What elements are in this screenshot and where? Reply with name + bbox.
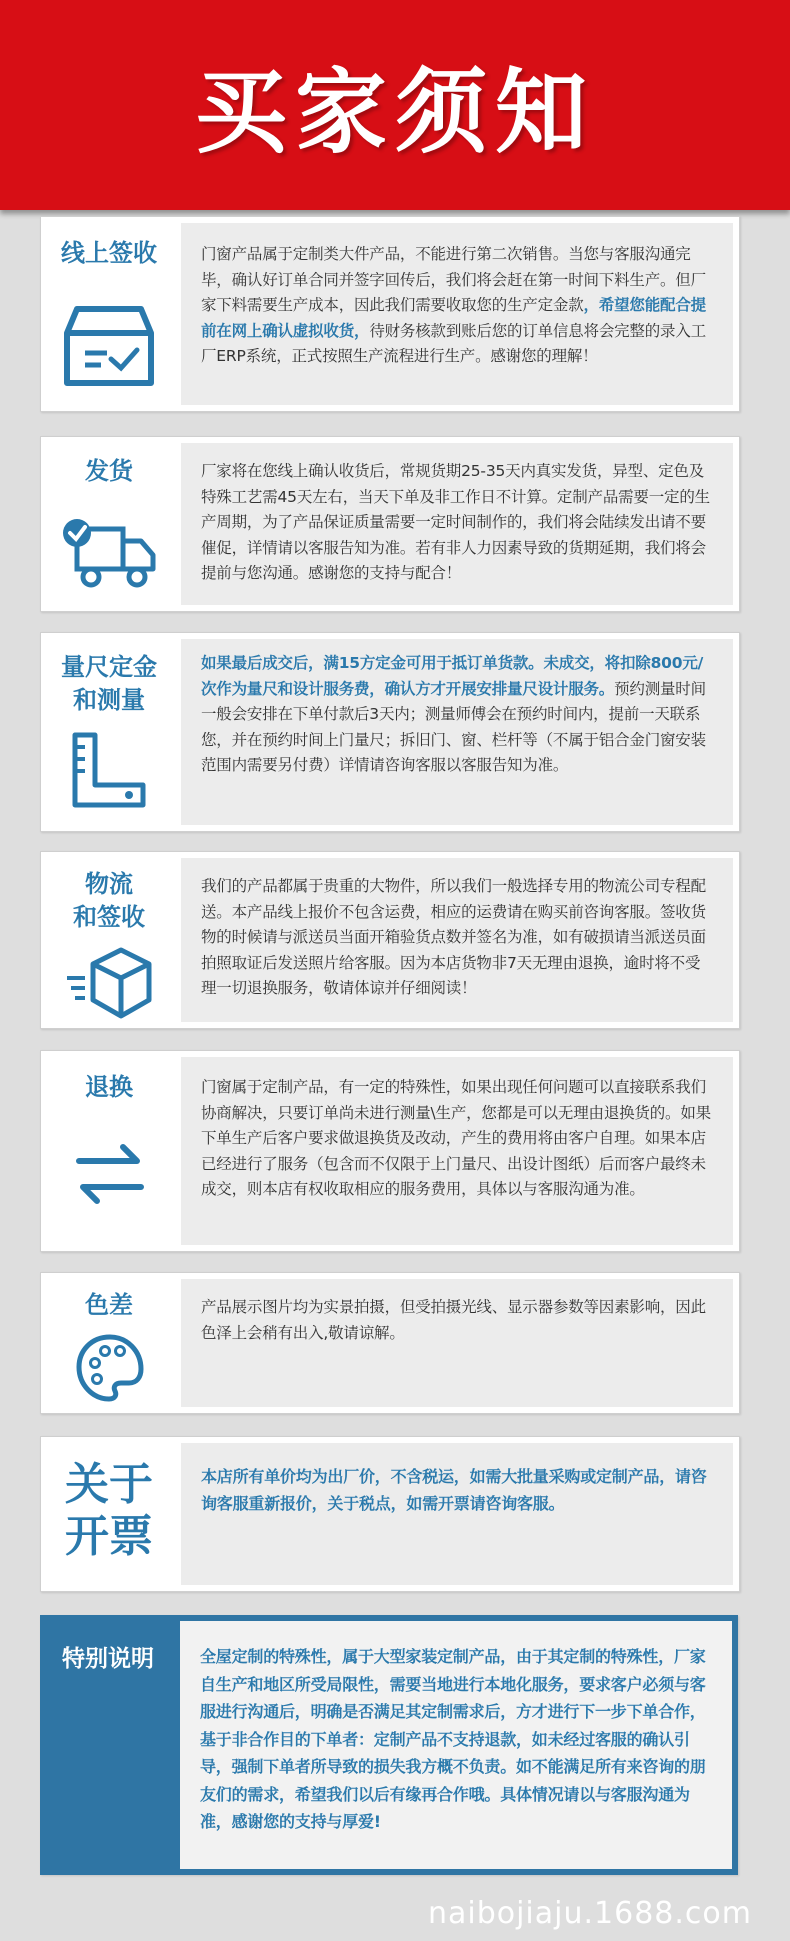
card-paragraph: 门窗产品属于定制类大件产品，不能进行第二次销售。当您与客服沟通完毕，确认好订单合同并签字回传后，我们将会赶在第一时间下料生产。但厂家下料需要生产成本，因此我们需要收取您的生产定金款 <box>201 245 706 314</box>
card-returns <box>40 1050 740 1252</box>
card-paragraph: 本店所有单价均为出厂价，不含税运，如需大批量采购或定制产品，请咨询客服重新报价，关于税点，如需开票请咨询客服。 <box>201 1467 707 1513</box>
card-logistics <box>40 851 740 1029</box>
card-title <box>41 651 177 717</box>
card-paragraph: 门窗属于定制产品，有一定的特殊性，如果出现任何问题可以直接联系我们协商解决，只要订单尚未进行测量\生产，您都是可以无理由退换货的。如果下单生产后客户要求做退换货及改动，产生的费用将由客户自理。如果本店已经进行了服务（包含而不仅限于上门量尺、出设计图纸）后而客户最终未成交，则本店有权收取相应的服务费用，具体以与客服沟通为准。 <box>201 1078 711 1198</box>
card-paragraph: 全屋定制的特殊性，属于大型家装定制产品，由于其定制的特殊性，厂家自生产和地区所受局限性，需要当地进行本地化服务，要求客户必须与客服进行沟通后，明确是否满足其定制需求后，方才进行下一步下单合作，基于非合作目的下单者：定制产品不支持退款，如未经过客服的确认引导，强制下单者所导致的损失我方概不负责。如不能满足所有来咨询的朋友们的需求，希望我们以后有缘再合作哦。具体情况请以与客服沟通为准，感谢您的支持与厚爱! <box>200 1647 706 1831</box>
card-label <box>41 1051 177 1251</box>
delivery-truck-icon <box>61 515 157 591</box>
card-title <box>41 1459 177 1563</box>
card-label <box>41 217 177 411</box>
card-label <box>41 1437 177 1591</box>
card-text <box>181 443 733 605</box>
card-special-note <box>40 1615 738 1875</box>
card-title <box>41 868 177 934</box>
exchange-arrows-icon <box>75 1141 145 1207</box>
card-title-line: 和签收 <box>73 903 145 931</box>
card-color-diff <box>40 1272 740 1414</box>
card-title-line: 量尺定金 <box>61 653 157 681</box>
card-title: 色差 <box>85 1291 133 1319</box>
card-title-line: 关于 <box>65 1459 153 1510</box>
palette-icon <box>75 1333 145 1403</box>
card-title: 退换 <box>85 1073 133 1101</box>
card-text <box>181 1443 733 1585</box>
card-invoice <box>40 1436 740 1592</box>
card-paragraph: 待财务核款到账后您的订单信息将会完整的录入工厂ERP系统，正式按照生产流程进行生产。感谢您的理解！ <box>201 321 706 365</box>
card-text <box>181 1279 733 1407</box>
card-label <box>41 852 177 1028</box>
card-online-sign <box>40 216 740 412</box>
ruler-square-icon <box>69 731 149 811</box>
card-label <box>41 437 177 611</box>
card-title: 线上签收 <box>61 239 157 267</box>
card-paragraph: 厂家将在您线上确认收货后，常规货期25-35天内真实发货，异型、定色及特殊工艺需45天左右，当天下单及非工作日不计算。定制产品需要一定的生产周期，为了产品保证质量需要一定时间制作的，我们将会陆续发出请不要催促，详情请以客服告知为准。若有非人力因素导致的货期延期，我们将会提前与您沟通。感谢您的支持与配合！ <box>201 462 710 582</box>
card-measure <box>40 632 740 832</box>
card-title: 发货 <box>85 457 133 485</box>
card-paragraph: 我们的产品都属于贵重的大物件，所以我们一般选择专用的物流公司专程配送。本产品线上报价不包含运费，相应的运费请在购买前咨询客服。签收货物的时候请与派送员当面开箱验货点数并签名为准，如有破损请当派送员面拍照取证后发送照片给客服。因为本店货物非7天无理由退换，逾时将不受理一切退换服务，敬请体谅并仔细阅读！ <box>201 877 706 997</box>
card-text <box>181 1057 733 1245</box>
card-paragraph: 预约测量时间一般会安排在下单付款后3天内；测量师傅会在预约时间内，提前一天联系您，并在预约时间上门量尺；拆旧门、窗、栏杆等（不属于铝合金门窗安装范围内需要另付费）详情请咨询客服以客服告知为准。 <box>201 679 706 774</box>
card-highlight: ，希望您能配合提前在网上确认虚拟收货， <box>201 296 706 340</box>
card-label <box>41 1273 177 1413</box>
box-check-icon <box>63 303 155 391</box>
card-highlight: 如果最后成交后，满15方定金可用于抵订单货款。未成交，将扣除800元/次作为量尺和设计服务费，确认方才开展安排量尺设计服务。 <box>201 654 704 698</box>
page-title: 买家须知 <box>194 59 595 166</box>
card-label <box>40 1615 176 1875</box>
package-box-icon <box>63 944 155 1024</box>
card-title: 特别说明 <box>62 1646 154 1672</box>
watermark: naibojiaju.1688.com <box>427 1896 752 1931</box>
card-title-line: 和测量 <box>73 686 145 714</box>
card-label <box>41 633 177 831</box>
card-title-line: 开票 <box>65 1511 153 1562</box>
card-paragraph: 产品展示图片均为实景拍摄，但受拍摄光线、显示器参数等因素影响，因此色泽上会稍有出入,敬请谅解。 <box>201 1298 706 1342</box>
card-text <box>181 223 733 405</box>
card-text <box>181 639 733 825</box>
card-text <box>181 858 733 1022</box>
card-shipping <box>40 436 740 612</box>
header-banner <box>0 0 790 210</box>
card-text <box>180 1621 732 1869</box>
card-title-line: 物流 <box>85 870 133 898</box>
